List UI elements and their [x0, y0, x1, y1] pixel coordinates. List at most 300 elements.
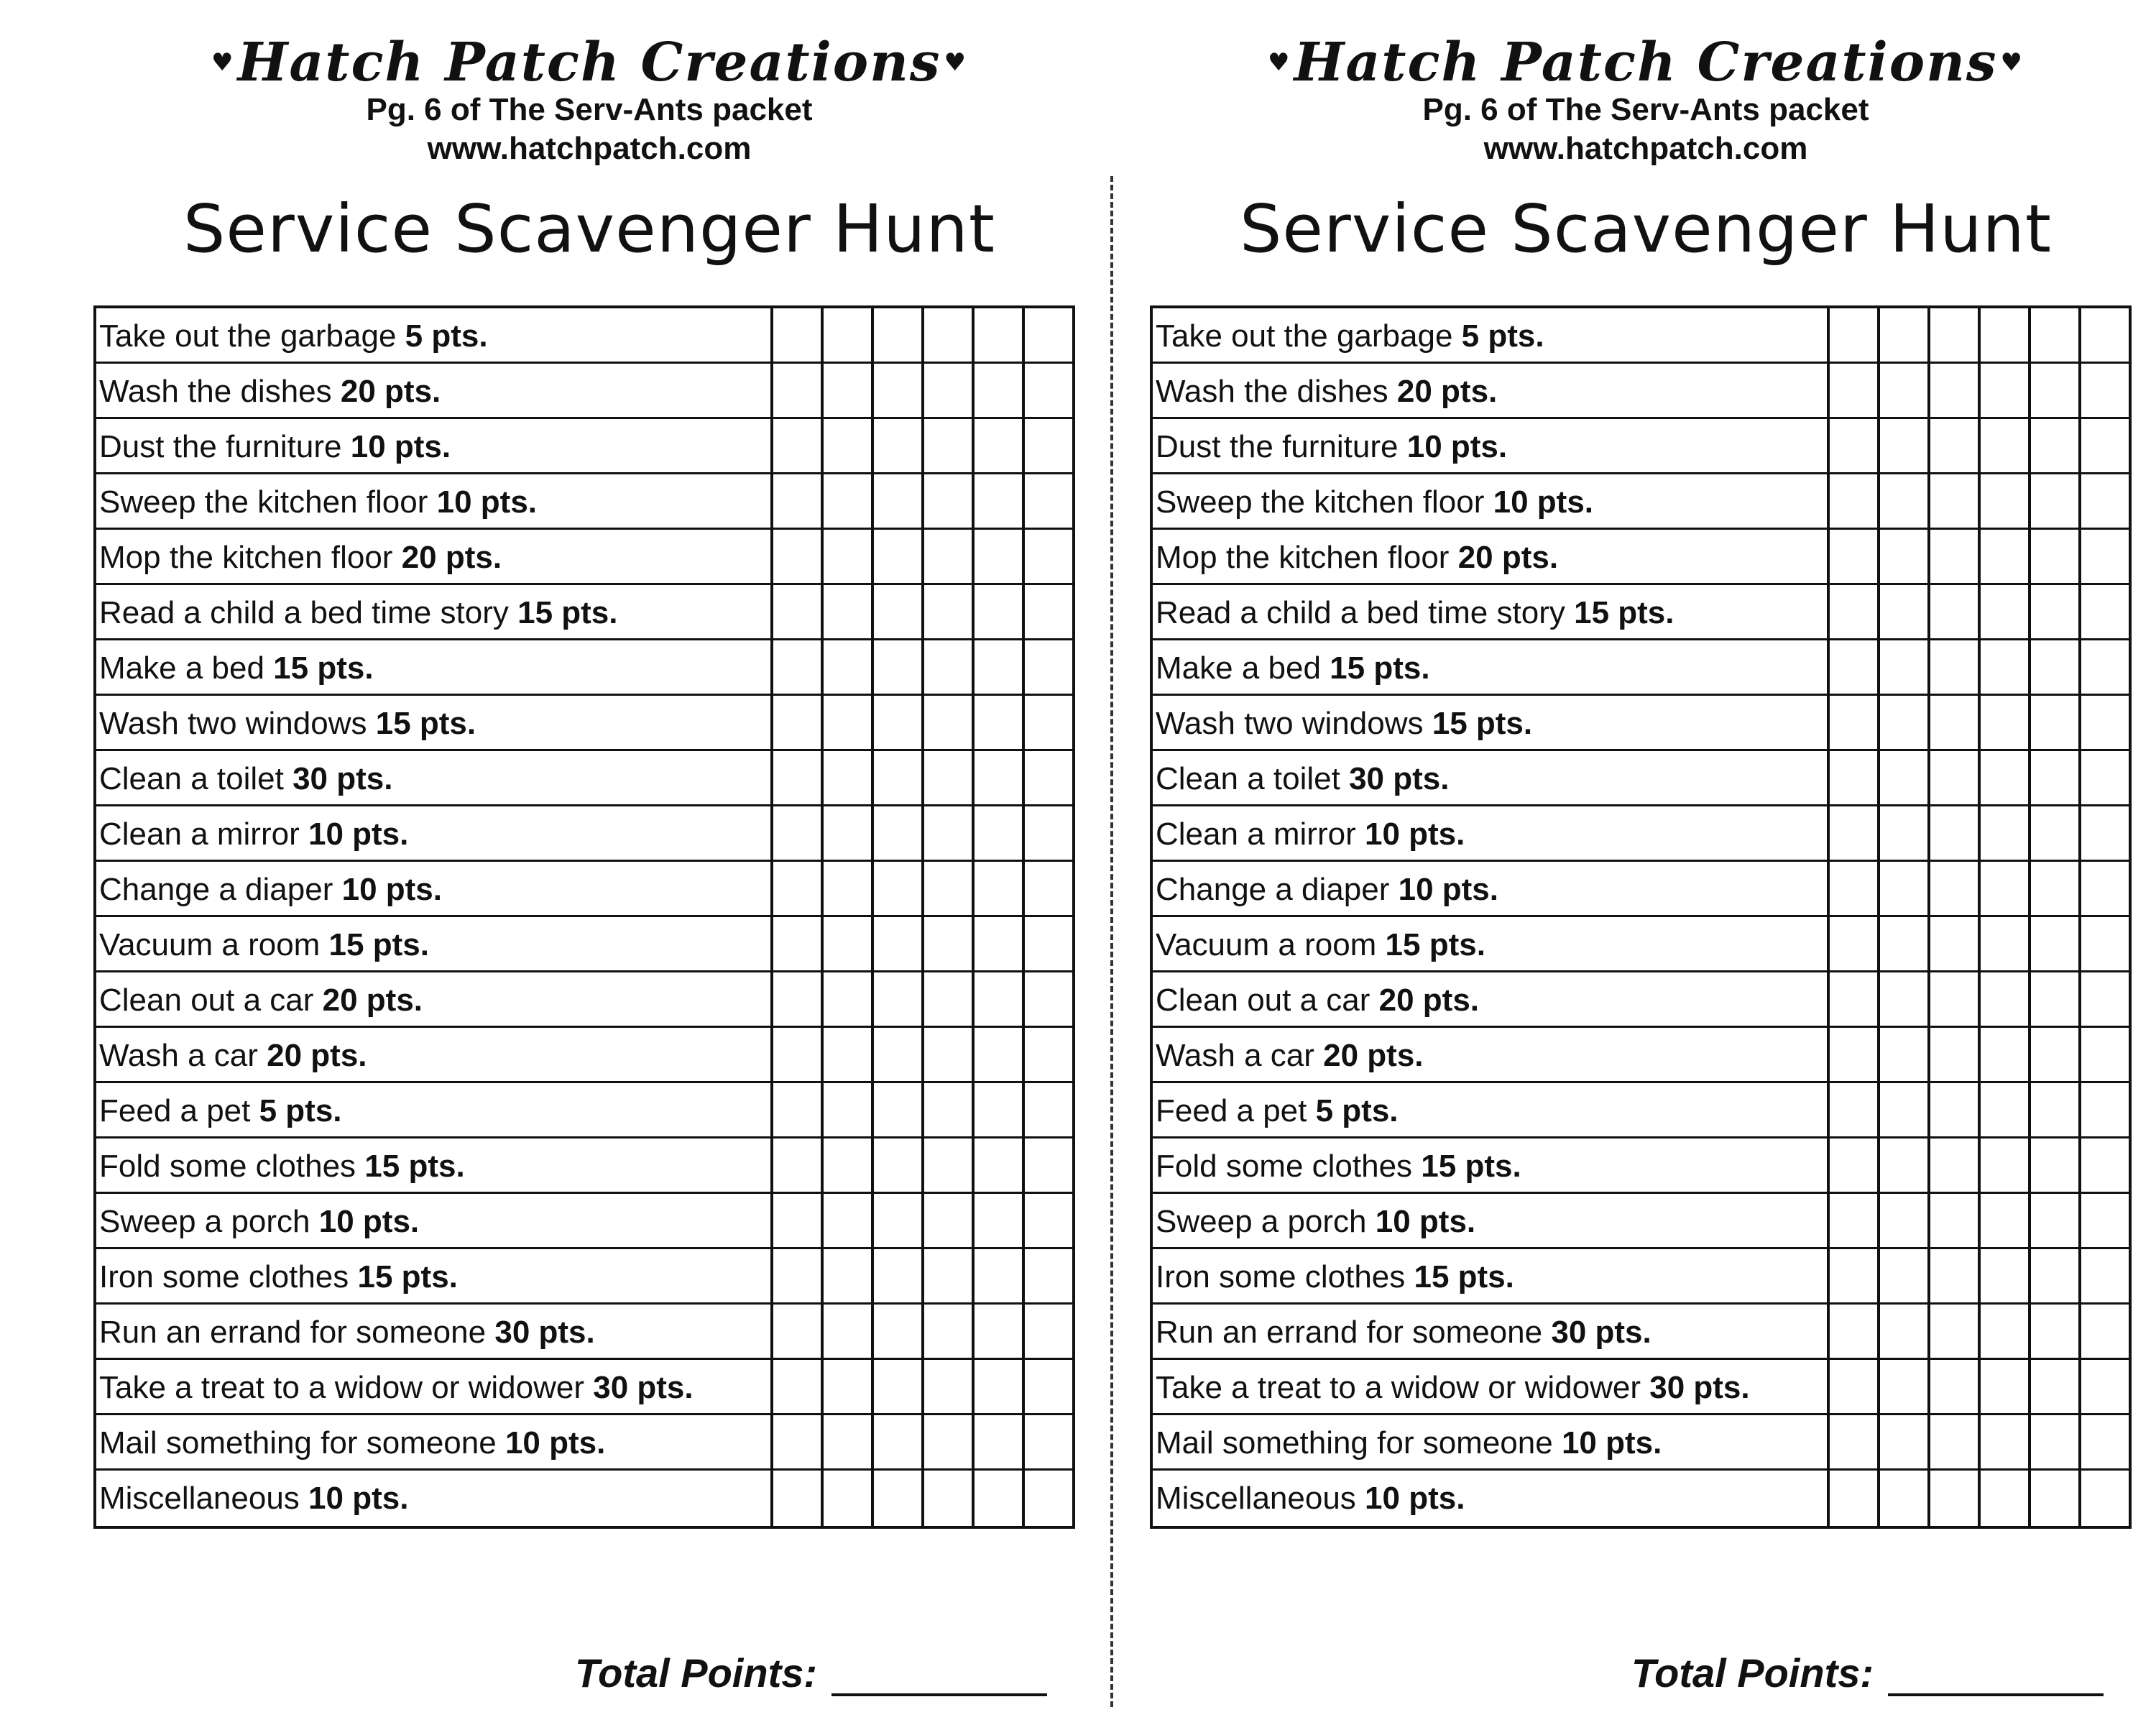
tally-checkbox[interactable] [2028, 1249, 2078, 1302]
tally-checkbox[interactable] [1830, 1360, 1877, 1413]
tally-checkbox[interactable] [2078, 474, 2129, 528]
tally-checkbox[interactable] [821, 1415, 871, 1468]
tally-checkbox[interactable] [1927, 751, 1978, 804]
tally-checkbox[interactable] [2078, 640, 2129, 694]
tally-checkbox[interactable] [773, 862, 821, 915]
tally-checkbox[interactable] [2078, 972, 2129, 1026]
tally-checkbox[interactable] [972, 1471, 1022, 1526]
packet-line: Pg. 6 of The Serv-Ants packet [1422, 92, 1869, 127]
tally-checkbox[interactable] [921, 308, 972, 362]
tally-checkbox[interactable] [2078, 585, 2129, 638]
task-label [1153, 530, 1830, 583]
task-row [96, 862, 1072, 917]
tally-checkbox[interactable] [2028, 751, 2078, 804]
tally-checkbox[interactable] [1830, 1305, 1877, 1358]
tally-checkbox[interactable] [1927, 917, 1978, 970]
tally-checkbox[interactable] [1978, 1083, 2028, 1136]
tally-checkbox[interactable] [1978, 419, 2028, 472]
tally-checkbox[interactable] [1830, 640, 1877, 694]
tally-checkbox[interactable] [921, 364, 972, 417]
tally-checkbox[interactable] [1022, 1138, 1072, 1192]
tally-checkbox[interactable] [773, 419, 821, 472]
task-row [96, 364, 1072, 419]
tally-checkbox[interactable] [871, 806, 921, 860]
tally-checkbox[interactable] [871, 1249, 921, 1302]
tally-checkbox[interactable] [2078, 1360, 2129, 1413]
tally-checkbox[interactable] [1022, 530, 1072, 583]
tally-checkbox[interactable] [1978, 696, 2028, 749]
tally-checkbox[interactable] [1927, 696, 1978, 749]
tally-checkbox[interactable] [1978, 474, 2028, 528]
task-points: 15 pts. [364, 1149, 465, 1184]
tally-checkbox[interactable] [2078, 1083, 2129, 1136]
task-points: 20 pts. [322, 983, 423, 1018]
tally-checkbox[interactable] [1978, 1471, 2028, 1526]
tally-checkbox[interactable] [1022, 696, 1072, 749]
tally-checkbox[interactable] [2028, 530, 2078, 583]
tally-checkbox[interactable] [773, 474, 821, 528]
tally-checkbox[interactable] [972, 696, 1022, 749]
task-label [96, 862, 773, 915]
scavenger-card-left [79, 0, 1100, 1725]
tally-checkbox[interactable] [773, 972, 821, 1026]
tally-checkbox[interactable] [821, 419, 871, 472]
website-link[interactable]: www.hatchpatch.com [427, 131, 752, 166]
tally-checkbox[interactable] [1927, 1194, 1978, 1247]
tally-checkbox[interactable] [1830, 419, 1877, 472]
checkbox-group [1830, 806, 2129, 860]
tally-checkbox[interactable] [1022, 640, 1072, 694]
tally-checkbox[interactable] [773, 1249, 821, 1302]
tally-checkbox[interactable] [2028, 1028, 2078, 1081]
tally-checkbox[interactable] [821, 751, 871, 804]
task-text: Mop the kitchen floor [99, 540, 393, 575]
tally-checkbox[interactable] [2078, 1249, 2129, 1302]
tally-checkbox[interactable] [773, 1360, 821, 1413]
tally-checkbox[interactable] [1978, 1360, 2028, 1413]
tally-checkbox[interactable] [1978, 1194, 2028, 1247]
task-label [96, 364, 773, 417]
tally-checkbox[interactable] [1830, 1028, 1877, 1081]
tally-checkbox[interactable] [1978, 585, 2028, 638]
tally-checkbox[interactable] [972, 530, 1022, 583]
tally-checkbox[interactable] [1978, 862, 2028, 915]
tally-checkbox[interactable] [1830, 1415, 1877, 1468]
tally-checkbox[interactable] [821, 1194, 871, 1247]
tally-checkbox[interactable] [1830, 972, 1877, 1026]
tally-checkbox[interactable] [921, 530, 972, 583]
tally-checkbox[interactable] [1877, 917, 1927, 970]
tally-checkbox[interactable] [821, 1138, 871, 1192]
tally-checkbox[interactable] [1978, 530, 2028, 583]
tally-checkbox[interactable] [1022, 1028, 1072, 1081]
tally-checkbox[interactable] [821, 474, 871, 528]
tally-checkbox[interactable] [1830, 917, 1877, 970]
tally-checkbox[interactable] [1830, 530, 1877, 583]
tally-checkbox[interactable] [871, 1028, 921, 1081]
tally-checkbox[interactable] [1927, 1249, 1978, 1302]
task-text: Read a child a bed time story [1156, 595, 1565, 630]
tally-checkbox[interactable] [773, 640, 821, 694]
tally-checkbox[interactable] [1877, 364, 1927, 417]
total-points [1631, 1650, 2104, 1696]
tally-checkbox[interactable] [1022, 474, 1072, 528]
tally-checkbox[interactable] [921, 696, 972, 749]
tally-checkbox[interactable] [1877, 474, 1927, 528]
tally-checkbox[interactable] [773, 1138, 821, 1192]
tally-checkbox[interactable] [1978, 917, 2028, 970]
task-text: Dust the furniture [1156, 429, 1399, 464]
tally-checkbox[interactable] [2028, 308, 2078, 362]
tally-checkbox[interactable] [2028, 419, 2078, 472]
tally-checkbox[interactable] [821, 917, 871, 970]
tally-checkbox[interactable] [871, 1194, 921, 1247]
tally-checkbox[interactable] [821, 1471, 871, 1526]
tally-checkbox[interactable] [1830, 751, 1877, 804]
task-points: 15 pts. [357, 1259, 458, 1294]
tally-checkbox[interactable] [2078, 806, 2129, 860]
tally-checkbox[interactable] [773, 308, 821, 362]
tally-checkbox[interactable] [1877, 1194, 1927, 1247]
tally-checkbox[interactable] [773, 751, 821, 804]
tally-checkbox[interactable] [1978, 364, 2028, 417]
tally-checkbox[interactable] [821, 1305, 871, 1358]
tally-checkbox[interactable] [1978, 1249, 2028, 1302]
tally-checkbox[interactable] [1927, 474, 1978, 528]
tally-checkbox[interactable] [871, 364, 921, 417]
tally-checkbox[interactable] [1927, 1305, 1978, 1358]
tally-checkbox[interactable] [1877, 585, 1927, 638]
tally-checkbox[interactable] [2078, 1194, 2129, 1247]
tally-checkbox[interactable] [921, 1138, 972, 1192]
tally-checkbox[interactable] [1830, 1249, 1877, 1302]
tally-checkbox[interactable] [972, 862, 1022, 915]
tally-checkbox[interactable] [2078, 308, 2129, 362]
tally-checkbox[interactable] [1877, 419, 1927, 472]
tally-checkbox[interactable] [921, 1194, 972, 1247]
tally-checkbox[interactable] [1830, 806, 1877, 860]
tally-checkbox[interactable] [1877, 1471, 1927, 1526]
tally-checkbox[interactable] [1877, 308, 1927, 362]
task-row [1153, 1249, 2129, 1305]
tally-checkbox[interactable] [2028, 1415, 2078, 1468]
tally-checkbox[interactable] [972, 1249, 1022, 1302]
tally-checkbox[interactable] [871, 1415, 921, 1468]
tally-checkbox[interactable] [1022, 917, 1072, 970]
tally-checkbox[interactable] [1927, 1471, 1978, 1526]
tally-checkbox[interactable] [821, 308, 871, 362]
tally-checkbox[interactable] [871, 1360, 921, 1413]
tally-checkbox[interactable] [1877, 972, 1927, 1026]
tally-checkbox[interactable] [1877, 806, 1927, 860]
tally-checkbox[interactable] [921, 862, 972, 915]
tally-checkbox[interactable] [871, 696, 921, 749]
tally-checkbox[interactable] [921, 1305, 972, 1358]
tally-checkbox[interactable] [821, 530, 871, 583]
tally-checkbox[interactable] [2028, 585, 2078, 638]
tally-checkbox[interactable] [1877, 1083, 1927, 1136]
tally-checkbox[interactable] [773, 917, 821, 970]
tally-checkbox[interactable] [1877, 1028, 1927, 1081]
task-row [1153, 1360, 2129, 1415]
tally-checkbox[interactable] [1022, 419, 1072, 472]
tally-checkbox[interactable] [2078, 1138, 2129, 1192]
tally-checkbox[interactable] [1022, 1360, 1072, 1413]
tally-checkbox[interactable] [821, 862, 871, 915]
tally-checkbox[interactable] [1978, 1028, 2028, 1081]
tally-checkbox[interactable] [821, 1249, 871, 1302]
tally-checkbox[interactable] [972, 1305, 1022, 1358]
tally-checkbox[interactable] [871, 862, 921, 915]
tally-checkbox[interactable] [1927, 640, 1978, 694]
tally-checkbox[interactable] [2028, 640, 2078, 694]
tally-checkbox[interactable] [1978, 1415, 2028, 1468]
tally-checkbox[interactable] [1978, 640, 2028, 694]
tally-checkbox[interactable] [921, 1415, 972, 1468]
tally-checkbox[interactable] [972, 1194, 1022, 1247]
tally-checkbox[interactable] [871, 530, 921, 583]
tally-checkbox[interactable] [1927, 862, 1978, 915]
tally-checkbox[interactable] [773, 1083, 821, 1136]
task-text: Miscellaneous [99, 1481, 300, 1516]
tally-checkbox[interactable] [921, 419, 972, 472]
task-label [1153, 1471, 1830, 1526]
tally-checkbox[interactable] [921, 751, 972, 804]
tally-checkbox[interactable] [871, 1083, 921, 1136]
tally-checkbox[interactable] [921, 585, 972, 638]
tally-checkbox[interactable] [1927, 806, 1978, 860]
tally-checkbox[interactable] [1877, 696, 1927, 749]
tally-checkbox[interactable] [871, 308, 921, 362]
tally-checkbox[interactable] [821, 972, 871, 1026]
tally-checkbox[interactable] [871, 1471, 921, 1526]
brand-name: Hatch Patch Creations [237, 32, 941, 93]
tally-checkbox[interactable] [972, 751, 1022, 804]
tally-checkbox[interactable] [2028, 972, 2078, 1026]
tally-checkbox[interactable] [821, 806, 871, 860]
tally-checkbox[interactable] [821, 1028, 871, 1081]
tally-checkbox[interactable] [2028, 1138, 2078, 1192]
tally-checkbox[interactable] [1022, 1249, 1072, 1302]
tally-checkbox[interactable] [773, 530, 821, 583]
tally-checkbox[interactable] [773, 364, 821, 417]
tally-checkbox[interactable] [921, 1360, 972, 1413]
tally-checkbox[interactable] [871, 751, 921, 804]
tally-checkbox[interactable] [773, 1415, 821, 1468]
tally-checkbox[interactable] [1830, 1194, 1877, 1247]
total-points-blank[interactable] [1888, 1657, 2104, 1696]
tally-checkbox[interactable] [773, 585, 821, 638]
tally-checkbox[interactable] [921, 917, 972, 970]
tally-checkbox[interactable] [1022, 364, 1072, 417]
tally-checkbox[interactable] [2028, 1194, 2078, 1247]
tally-checkbox[interactable] [1830, 364, 1877, 417]
tally-checkbox[interactable] [1877, 751, 1927, 804]
tally-checkbox[interactable] [773, 696, 821, 749]
tally-checkbox[interactable] [1830, 308, 1877, 362]
tally-checkbox[interactable] [1830, 1083, 1877, 1136]
tally-checkbox[interactable] [972, 308, 1022, 362]
tally-checkbox[interactable] [2028, 1471, 2078, 1526]
tally-checkbox[interactable] [871, 972, 921, 1026]
tally-checkbox[interactable] [972, 585, 1022, 638]
tally-checkbox[interactable] [2078, 1415, 2129, 1468]
tally-checkbox[interactable] [1927, 1360, 1978, 1413]
tally-checkbox[interactable] [773, 1194, 821, 1247]
tally-checkbox[interactable] [2028, 1083, 2078, 1136]
tally-checkbox[interactable] [1830, 1138, 1877, 1192]
tally-checkbox[interactable] [1877, 1360, 1927, 1413]
tally-checkbox[interactable] [2078, 1028, 2129, 1081]
task-row [96, 917, 1072, 972]
tally-checkbox[interactable] [1877, 1415, 1927, 1468]
tally-checkbox[interactable] [972, 806, 1022, 860]
tally-checkbox[interactable] [1877, 530, 1927, 583]
checkbox-group [773, 1415, 1072, 1468]
tally-checkbox[interactable] [1927, 1083, 1978, 1136]
tally-checkbox[interactable] [871, 1138, 921, 1192]
tally-checkbox[interactable] [2078, 917, 2129, 970]
tally-checkbox[interactable] [1830, 1471, 1877, 1526]
tally-checkbox[interactable] [1022, 1305, 1072, 1358]
tally-checkbox[interactable] [921, 1249, 972, 1302]
tally-checkbox[interactable] [1022, 972, 1072, 1026]
tally-checkbox[interactable] [1927, 530, 1978, 583]
task-points: 10 pts. [1398, 872, 1498, 907]
tally-checkbox[interactable] [1830, 474, 1877, 528]
tally-checkbox[interactable] [2078, 364, 2129, 417]
tally-checkbox[interactable] [972, 1028, 1022, 1081]
tally-checkbox[interactable] [1927, 308, 1978, 362]
tally-checkbox[interactable] [1022, 585, 1072, 638]
tally-checkbox[interactable] [972, 1415, 1022, 1468]
checkbox-group [773, 1083, 1072, 1136]
tally-checkbox[interactable] [972, 419, 1022, 472]
tally-checkbox[interactable] [2078, 696, 2129, 749]
tally-checkbox[interactable] [1830, 585, 1877, 638]
task-text: Fold some clothes [1156, 1149, 1413, 1184]
checkbox-group [1830, 1471, 2129, 1526]
tally-checkbox[interactable] [2028, 917, 2078, 970]
task-points: 10 pts. [436, 484, 538, 520]
tally-checkbox[interactable] [2028, 806, 2078, 860]
tally-checkbox[interactable] [921, 1028, 972, 1081]
tally-checkbox[interactable] [1927, 1028, 1978, 1081]
tally-checkbox[interactable] [1022, 1471, 1072, 1526]
tally-checkbox[interactable] [871, 1305, 921, 1358]
tally-checkbox[interactable] [821, 696, 871, 749]
tally-checkbox[interactable] [2078, 1305, 2129, 1358]
tally-checkbox[interactable] [821, 640, 871, 694]
task-label [96, 640, 773, 694]
tally-checkbox[interactable] [1978, 806, 2028, 860]
tally-checkbox[interactable] [972, 1360, 1022, 1413]
tally-checkbox[interactable] [972, 1138, 1022, 1192]
tally-checkbox[interactable] [972, 474, 1022, 528]
tally-checkbox[interactable] [2028, 1305, 2078, 1358]
tally-checkbox[interactable] [1927, 419, 1978, 472]
tally-checkbox[interactable] [1927, 972, 1978, 1026]
tally-checkbox[interactable] [2028, 474, 2078, 528]
tally-checkbox[interactable] [1022, 862, 1072, 915]
tally-checkbox[interactable] [921, 474, 972, 528]
tally-checkbox[interactable] [1927, 364, 1978, 417]
tally-checkbox[interactable] [1978, 308, 2028, 362]
tally-checkbox[interactable] [921, 1471, 972, 1526]
tally-checkbox[interactable] [1022, 1194, 1072, 1247]
tally-checkbox[interactable] [773, 1471, 821, 1526]
total-points-blank[interactable] [831, 1657, 1047, 1696]
tally-checkbox[interactable] [921, 640, 972, 694]
tally-checkbox[interactable] [2028, 696, 2078, 749]
tally-checkbox[interactable] [1978, 1305, 2028, 1358]
tally-checkbox[interactable] [871, 640, 921, 694]
tally-checkbox[interactable] [1978, 751, 2028, 804]
website-link[interactable]: www.hatchpatch.com [1483, 131, 1808, 166]
tally-checkbox[interactable] [972, 364, 1022, 417]
tally-checkbox[interactable] [1022, 751, 1072, 804]
tally-checkbox[interactable] [1830, 696, 1877, 749]
tally-checkbox[interactable] [972, 1083, 1022, 1136]
tally-checkbox[interactable] [2078, 1471, 2129, 1526]
task-text: Clean a toilet [1156, 761, 1340, 796]
tally-checkbox[interactable] [871, 474, 921, 528]
tally-checkbox[interactable] [1927, 585, 1978, 638]
tally-checkbox[interactable] [821, 1360, 871, 1413]
task-label [96, 530, 773, 583]
tally-checkbox[interactable] [2028, 862, 2078, 915]
tally-checkbox[interactable] [1877, 1138, 1927, 1192]
tally-checkbox[interactable] [773, 806, 821, 860]
tally-checkbox[interactable] [972, 640, 1022, 694]
tally-checkbox[interactable] [1022, 1415, 1072, 1468]
tally-checkbox[interactable] [821, 1083, 871, 1136]
tally-checkbox[interactable] [1978, 972, 2028, 1026]
tally-checkbox[interactable] [1877, 640, 1927, 694]
tally-checkbox[interactable] [921, 972, 972, 1026]
tally-checkbox[interactable] [1927, 1138, 1978, 1192]
tally-checkbox[interactable] [2078, 751, 2129, 804]
tally-checkbox[interactable] [773, 1305, 821, 1358]
tally-checkbox[interactable] [773, 1028, 821, 1081]
tally-checkbox[interactable] [821, 364, 871, 417]
tally-checkbox[interactable] [972, 917, 1022, 970]
tally-checkbox[interactable] [1877, 1305, 1927, 1358]
tally-checkbox[interactable] [2028, 364, 2078, 417]
tally-checkbox[interactable] [1877, 1249, 1927, 1302]
tally-checkbox[interactable] [1927, 1415, 1978, 1468]
tally-checkbox[interactable] [871, 419, 921, 472]
tally-checkbox[interactable] [1022, 308, 1072, 362]
tally-checkbox[interactable] [1830, 862, 1877, 915]
tally-checkbox[interactable] [1022, 1083, 1072, 1136]
tally-checkbox[interactable] [1877, 862, 1927, 915]
tally-checkbox[interactable] [2028, 1360, 2078, 1413]
tally-checkbox[interactable] [2078, 530, 2129, 583]
tally-checkbox[interactable] [821, 585, 871, 638]
tally-checkbox[interactable] [871, 917, 921, 970]
tally-checkbox[interactable] [1022, 806, 1072, 860]
tally-checkbox[interactable] [921, 806, 972, 860]
tally-checkbox[interactable] [871, 585, 921, 638]
tally-checkbox[interactable] [1978, 1138, 2028, 1192]
task-text: Clean out a car [99, 983, 314, 1018]
tally-checkbox[interactable] [2078, 419, 2129, 472]
tally-checkbox[interactable] [972, 972, 1022, 1026]
tally-checkbox[interactable] [921, 1083, 972, 1136]
tally-checkbox[interactable] [2078, 862, 2129, 915]
task-points: 10 pts. [1375, 1204, 1476, 1239]
